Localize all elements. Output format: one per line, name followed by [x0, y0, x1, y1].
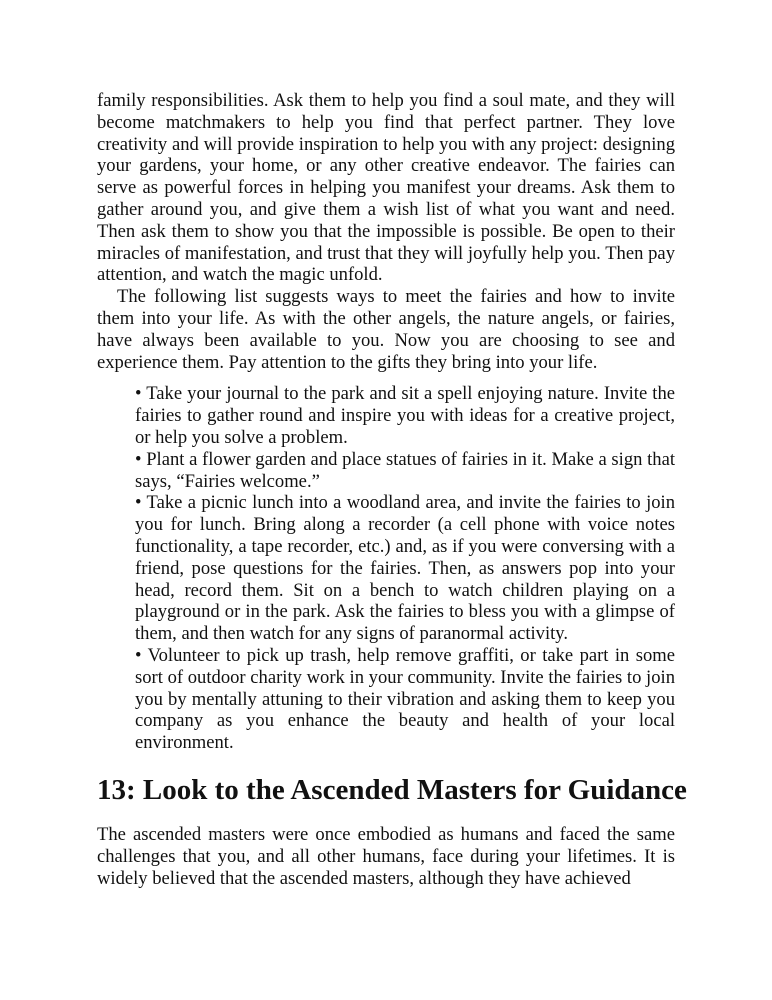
list-item: • Take a picnic lunch into a woodland area, and invite the fairies to join you for lunch. Bring along a recorder (a cell phone with voice notes functionality, a tape recorder, etc.) and, as if you were conversing with a friend, pose questions for the fairies. Then, as answers pop into your head, record them. Sit on a bench to watch children playing on a playground or in the park. Ask the fairies to bless you with a glimpse of them, and then watch for any signs of paranormal activity.: [135, 492, 675, 645]
body-paragraph: family responsibilities. Ask them to help you find a soul mate, and they will become matchmakers to help you find that perfect partner. They love creativity and will provide inspiration to help you with any project: designing your gardens, your home, or any other creative endeavor. The fairies can serve as powerful forces in helping you manifest your dreams. Ask them to gather around you, and give them a wish list of what you want and need. Then ask them to show you that the impossible is possible. Be open to their miracles of manifestation, and trust that they will joyfully help you. Then pay attention, and watch the magic unfold.: [97, 90, 675, 286]
list-item: • Take your journal to the park and sit a spell enjoying nature. Invite the fairies to gather round and inspire you with ideas for a creative project, or help you solve a problem.: [135, 383, 675, 448]
list-item: • Volunteer to pick up trash, help remove graffiti, or take part in some sort of outdoor charity work in your community. Invite the fairies to join you by mentally attuning to their vibration and asking them to keep you company as you enhance the beauty and health of your local environment.: [135, 644, 675, 754]
body-paragraph: The ascended masters were once embodied as humans and faced the same challenges that you, and all other humans, face during your lifetimes. It is widely believed that the ascended masters, although they have achieved: [97, 823, 675, 889]
list-item: • Plant a flower garden and place statues of fairies in it. Make a sign that says, “Fairies welcome.”: [135, 448, 675, 492]
book-page: [97, 90, 687, 889]
suggestion-list: [97, 383, 675, 754]
body-paragraph: The following list suggests ways to meet the fairies and how to invite them into your life. As with the other angels, the nature angels, or fairies, have always been available to you. Now you are choosing to see and experience them. Pay attention to the gifts they bring into your life.: [97, 286, 675, 373]
section-heading: 13: Look to the Ascended Masters for Guidance: [97, 773, 687, 806]
